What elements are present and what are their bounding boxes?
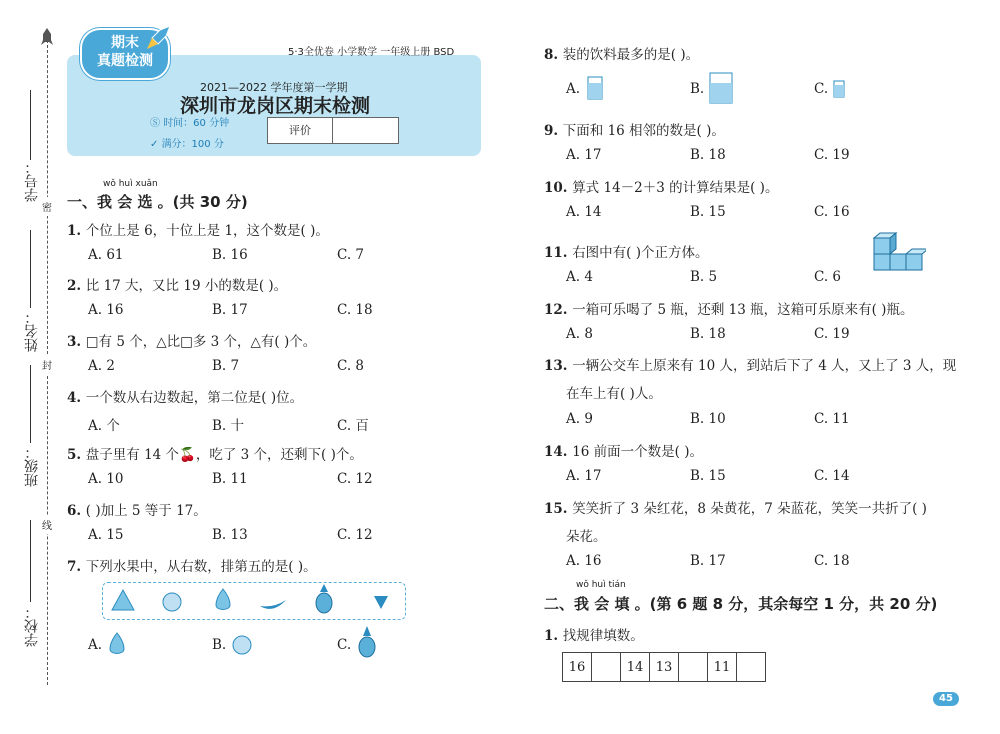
q10-option-b[interactable]: B. 15 xyxy=(690,204,726,220)
score-info xyxy=(150,135,224,150)
question-12: 12. 一箱可乐喝了 5 瓶，还剩 13 瓶，这箱可乐原来有( )瓶。 xyxy=(544,302,914,318)
evaluation-label: 评价 xyxy=(268,118,333,143)
q10-option-c[interactable]: C. 16 xyxy=(814,204,850,220)
q12-option-a[interactable]: A. 8 xyxy=(566,326,593,342)
q9-option-b[interactable]: B. 18 xyxy=(690,147,726,163)
question-13: 13. 一辆公交车上原来有 10 人，到站后下了 4 人，又上了 3 人，现 xyxy=(544,358,957,374)
question-1: 1. 个位上是 6，十位上是 1，这个数是( )。 xyxy=(67,223,329,239)
rocket-icon xyxy=(41,28,53,46)
question-2: 2. 比 17 大，又比 19 小的数是( )。 xyxy=(67,278,288,294)
q7-option-b[interactable]: B. xyxy=(212,637,227,653)
pineapple-icon xyxy=(313,584,335,618)
q8-option-b[interactable]: B. xyxy=(690,81,705,97)
q13-option-b[interactable]: B. 10 xyxy=(690,411,726,427)
question-11: 11. 右图中有( )个正方体。 xyxy=(544,245,709,261)
q10-option-a[interactable]: A. 14 xyxy=(566,204,602,220)
cup-tiny-icon xyxy=(832,79,846,103)
q8-option-c[interactable]: C. xyxy=(814,81,829,97)
q9-option-a[interactable]: A. 17 xyxy=(566,147,602,163)
time-info xyxy=(150,114,229,129)
pattern-cell-2[interactable] xyxy=(592,653,621,682)
q3-option-c[interactable]: C. 8 xyxy=(337,358,365,374)
fruit-row-box xyxy=(102,582,406,620)
section2-pinyin: wǒ huì tián xyxy=(576,580,626,590)
q1-option-c[interactable]: C. 7 xyxy=(337,247,365,263)
school-line xyxy=(30,520,31,602)
badge-line-1: 期末 xyxy=(111,35,139,51)
q1-option-a[interactable]: A. 61 xyxy=(88,247,124,263)
pineapple-icon xyxy=(356,626,378,662)
q14-option-a[interactable]: A. 17 xyxy=(566,468,602,484)
banana-icon xyxy=(258,596,288,616)
score-text: 满分：100 分 xyxy=(161,139,224,150)
pattern-cell-1: 16 xyxy=(563,653,592,682)
cup-large-icon xyxy=(708,71,734,109)
question-13-cont: 在车上有( )人。 xyxy=(566,386,662,402)
section1-title: 一、我 会 选 。(共 30 分) xyxy=(67,193,248,211)
badge-line-2: 真题检测 xyxy=(97,53,153,69)
q2-option-c[interactable]: C. 18 xyxy=(337,302,373,318)
question-15-cont: 朵花。 xyxy=(566,529,607,545)
q5-option-a[interactable]: A. 10 xyxy=(88,471,124,487)
q2-option-b[interactable]: B. 17 xyxy=(212,302,248,318)
q1-option-b[interactable]: B. 16 xyxy=(212,247,248,263)
pattern-cell-6: 11 xyxy=(708,653,737,682)
student-number-line xyxy=(30,90,31,160)
pattern-cell-7[interactable] xyxy=(737,653,766,682)
name-label: 姓名： xyxy=(24,310,40,352)
question-14: 14. 16 前面一个数是( )。 xyxy=(544,444,703,460)
question-5: 5. 盘子里有 14 个🍒，吃了 3 个，还剩下( )个。 xyxy=(67,447,363,463)
peach-icon xyxy=(230,633,254,659)
pear-icon xyxy=(212,586,234,618)
q11-option-c[interactable]: C. 6 xyxy=(814,269,842,285)
pattern-cell-4: 13 xyxy=(650,653,679,682)
q7-option-a[interactable]: A. xyxy=(88,637,103,653)
question-4: 4. 一个数从右边数起，第二位是( )位。 xyxy=(67,390,304,406)
q4-option-c[interactable]: C. 百 xyxy=(337,418,369,434)
question-7: 7. 下列水果中，从右数，排第五的是( )。 xyxy=(67,559,317,575)
q5-option-c[interactable]: C. 12 xyxy=(337,471,373,487)
section2-title: 二、我 会 填 。(第 6 题 8 分，其余每空 1 分，共 20 分) xyxy=(544,595,938,613)
pear-icon xyxy=(106,630,128,662)
question-10: 10. 算式 14－2＋3 的计算结果是( )。 xyxy=(544,180,779,196)
watermelon-icon xyxy=(110,588,136,616)
q2-option-a[interactable]: A. 16 xyxy=(88,302,124,318)
q4-option-a[interactable]: A. 个 xyxy=(88,418,120,434)
q6-option-c[interactable]: C. 12 xyxy=(337,527,373,543)
question-9: 9. 下面和 16 相邻的数是( )。 xyxy=(544,123,725,139)
name-line xyxy=(30,230,31,308)
check-icon: ✓ xyxy=(150,139,162,150)
class-line xyxy=(30,365,31,443)
school-year: 2021—2022 学年度第一学期 xyxy=(200,81,348,94)
q15-option-b[interactable]: B. 17 xyxy=(690,553,726,569)
exam-title: 深圳市龙岗区期末检测 xyxy=(180,95,371,117)
time-text: 时间：60 分钟 xyxy=(163,118,230,129)
q11-option-a[interactable]: A. 4 xyxy=(566,269,593,285)
series-label: 5·3全优卷 小学数学 一年级上册 BSD xyxy=(288,47,455,58)
q3-option-b[interactable]: B. 7 xyxy=(212,358,240,374)
q14-option-b[interactable]: B. 15 xyxy=(690,468,726,484)
q15-option-c[interactable]: C. 18 xyxy=(814,553,850,569)
q4-option-b[interactable]: B. 十 xyxy=(212,418,245,434)
evaluation-box xyxy=(267,117,399,144)
student-number-label: 学号： xyxy=(24,160,40,202)
evaluation-field[interactable] xyxy=(333,118,398,143)
pattern-cell-5[interactable] xyxy=(679,653,708,682)
question-3: 3. □有 5 个，△比□多 3 个，△有( )个。 xyxy=(67,334,317,350)
seal-mark-mi: 密 xyxy=(42,197,52,216)
clock-icon: Ⓢ xyxy=(150,118,164,129)
q3-option-a[interactable]: A. 2 xyxy=(88,358,115,374)
q12-option-c[interactable]: C. 19 xyxy=(814,326,850,342)
q6-option-a[interactable]: A. 15 xyxy=(88,527,124,543)
q12-option-b[interactable]: B. 18 xyxy=(690,326,726,342)
rocket-decoration-icon xyxy=(146,24,172,50)
q7-option-c[interactable]: C. xyxy=(337,637,352,653)
q14-option-c[interactable]: C. 14 xyxy=(814,468,850,484)
seal-mark-xian: 线 xyxy=(42,515,52,534)
q13-option-c[interactable]: C. 11 xyxy=(814,411,850,427)
strawberry-icon xyxy=(372,592,390,614)
class-label: 班级： xyxy=(24,445,40,487)
section1-pinyin: wǒ huì xuǎn xyxy=(103,179,158,189)
q5-option-b[interactable]: B. 11 xyxy=(212,471,248,487)
peach-icon xyxy=(160,590,184,616)
question-15: 15. 笑笑折了 3 朵红花，8 朵黄花，7 朵蓝花，笑笑一共折了( ) xyxy=(544,501,927,517)
q11-option-b[interactable]: B. 5 xyxy=(690,269,718,285)
pattern-number-table xyxy=(562,652,766,682)
q9-option-c[interactable]: C. 19 xyxy=(814,147,850,163)
cubes-figure-icon xyxy=(868,232,926,276)
q6-option-b[interactable]: B. 13 xyxy=(212,527,248,543)
q8-option-a[interactable]: A. xyxy=(566,81,581,97)
section2-question-1: 1. 找规律填数。 xyxy=(544,628,644,644)
school-label: 学校： xyxy=(24,605,40,647)
q13-option-a[interactable]: A. 9 xyxy=(566,411,593,427)
cup-small-icon xyxy=(586,75,604,105)
seal-mark-feng: 封 xyxy=(42,355,52,374)
question-6: 6. ( )加上 5 等于 17。 xyxy=(67,503,207,519)
page-number: 45 xyxy=(933,692,959,706)
pattern-cell-3: 14 xyxy=(621,653,650,682)
question-8: 8. 装的饮料最多的是( )。 xyxy=(544,47,700,63)
q15-option-a[interactable]: A. 16 xyxy=(566,553,602,569)
